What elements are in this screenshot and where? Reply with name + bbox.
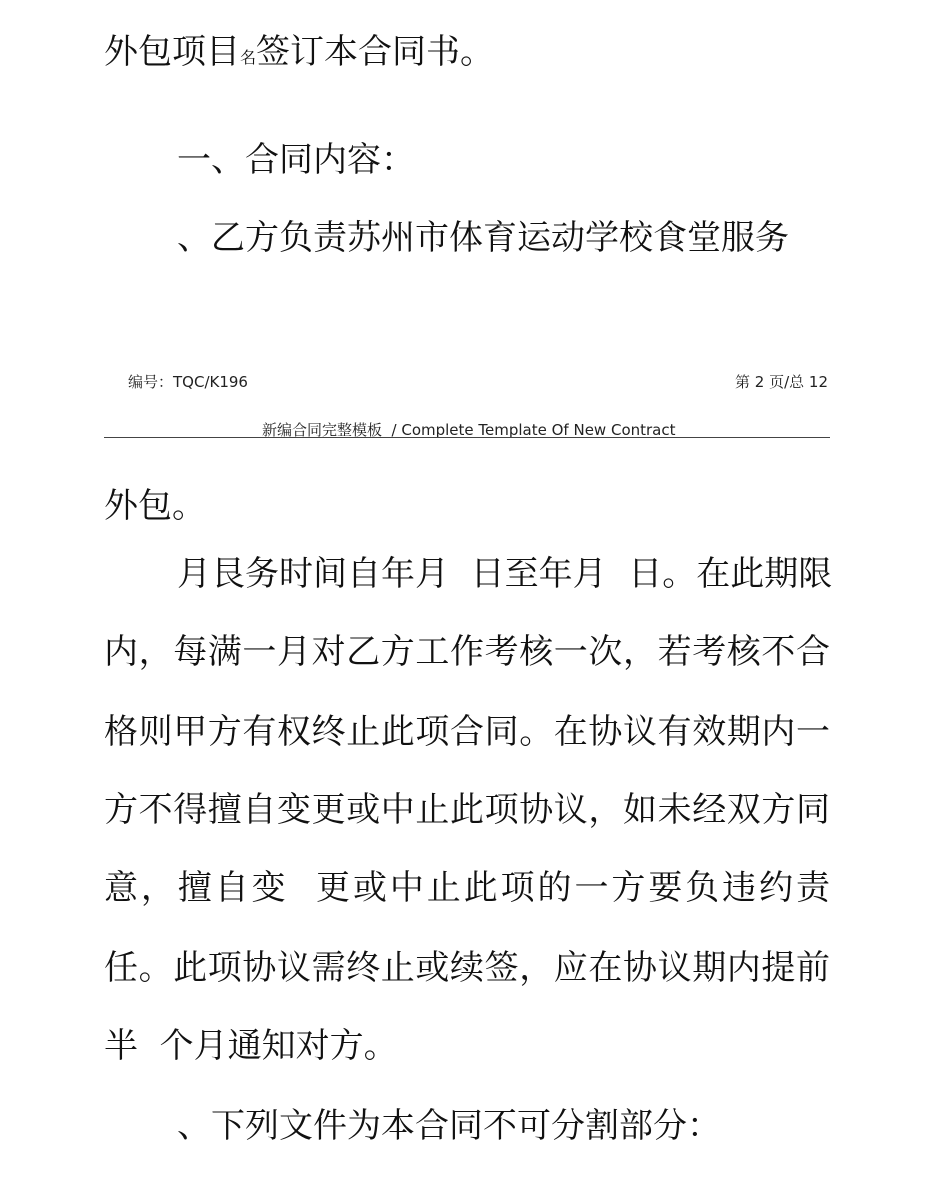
section-heading: 一、合同内容： — [177, 140, 415, 180]
text-line: 意，擅自变 更或中止此项的一方要负违约责 — [104, 868, 830, 908]
text-line: 月艮务时间自年月 日至年月 日。在此期限 — [177, 554, 833, 594]
text-line: 任。此项协议需终止或续签，应在协议期内提前 — [104, 948, 830, 988]
document-number: 编号：TQC/K196 — [128, 373, 248, 391]
text-line: 方不得擅自变更或中止此项协议，如未经双方同 — [104, 790, 830, 830]
template-title: 新编合同完整模板 / Complete Template Of New Contract — [262, 421, 676, 439]
text-line: 内，每满一月对乙方工作考核一次，若考核不合 — [104, 632, 830, 672]
contract-item: 、下列文件为本合同不可分割部分： — [177, 1106, 721, 1146]
contract-item: 、乙方负责苏州市体育运动学校食堂服务 — [177, 218, 789, 258]
text-line: 半 个月通知对方。 — [104, 1026, 398, 1066]
text-line — [104, 32, 830, 78]
header-divider — [104, 437, 830, 438]
text-line: 外包。 — [104, 486, 206, 526]
small-character: 名 — [240, 48, 257, 67]
text-line: 格则甲方有权终止此项合同。在协议有效期内一 — [104, 712, 830, 752]
page-indicator: 第 2 页/总 12 — [735, 373, 828, 391]
text-fragment: 签订本合同书。 — [256, 32, 495, 72]
text-fragment: 外包项目 — [104, 32, 240, 72]
